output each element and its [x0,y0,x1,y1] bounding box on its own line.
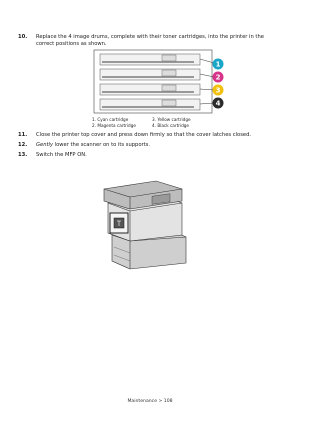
drum-slot-4 [100,99,200,110]
step-number: 11. [18,132,28,138]
caption-yellow: 3. Yellow cartridge [152,117,191,122]
step-11 [18,132,278,139]
badge-cyan [213,59,224,70]
page-footer: Maintenance > 108 [127,399,173,404]
caption-cyan: 1. Cyan cartridge [92,117,129,122]
mfp-printer-illustration [90,175,200,270]
step-number: 12. [18,142,28,148]
badge-black [213,98,224,109]
step-text-rest: lower the scanner on to its supports. [53,142,151,148]
step-10 [18,34,278,48]
step-text: Close the printer top cover and press down firmly so that the cover latches closed. [36,132,252,138]
badge-magenta [213,72,224,83]
step-12 [18,142,278,149]
drum-slot-2 [100,69,200,80]
drum-cartridge-diagram [92,48,232,116]
step-text [36,142,278,149]
step-text: Replace the 4 image drums, complete with their toner cartridges, into the printer in the correct positions as shown. [36,34,264,48]
emphasis: Gently [36,142,54,148]
badge-label: 4 [215,99,221,108]
drum-slot-3 [100,84,200,95]
step-text: Switch the MFP ON. [36,152,87,158]
drum-slot-1 [100,54,200,65]
step-number: 13. [18,152,28,158]
badge-label: 1 [215,60,221,69]
badge-label: 2 [215,73,221,82]
caption-black: 4. Black cartridge [152,123,189,128]
step-13 [18,152,278,159]
step-number: 10. [18,34,28,40]
caption-magenta: 2. Magenta cartridge [92,123,136,128]
badge-label: 3 [215,86,221,95]
badge-yellow [213,85,224,96]
